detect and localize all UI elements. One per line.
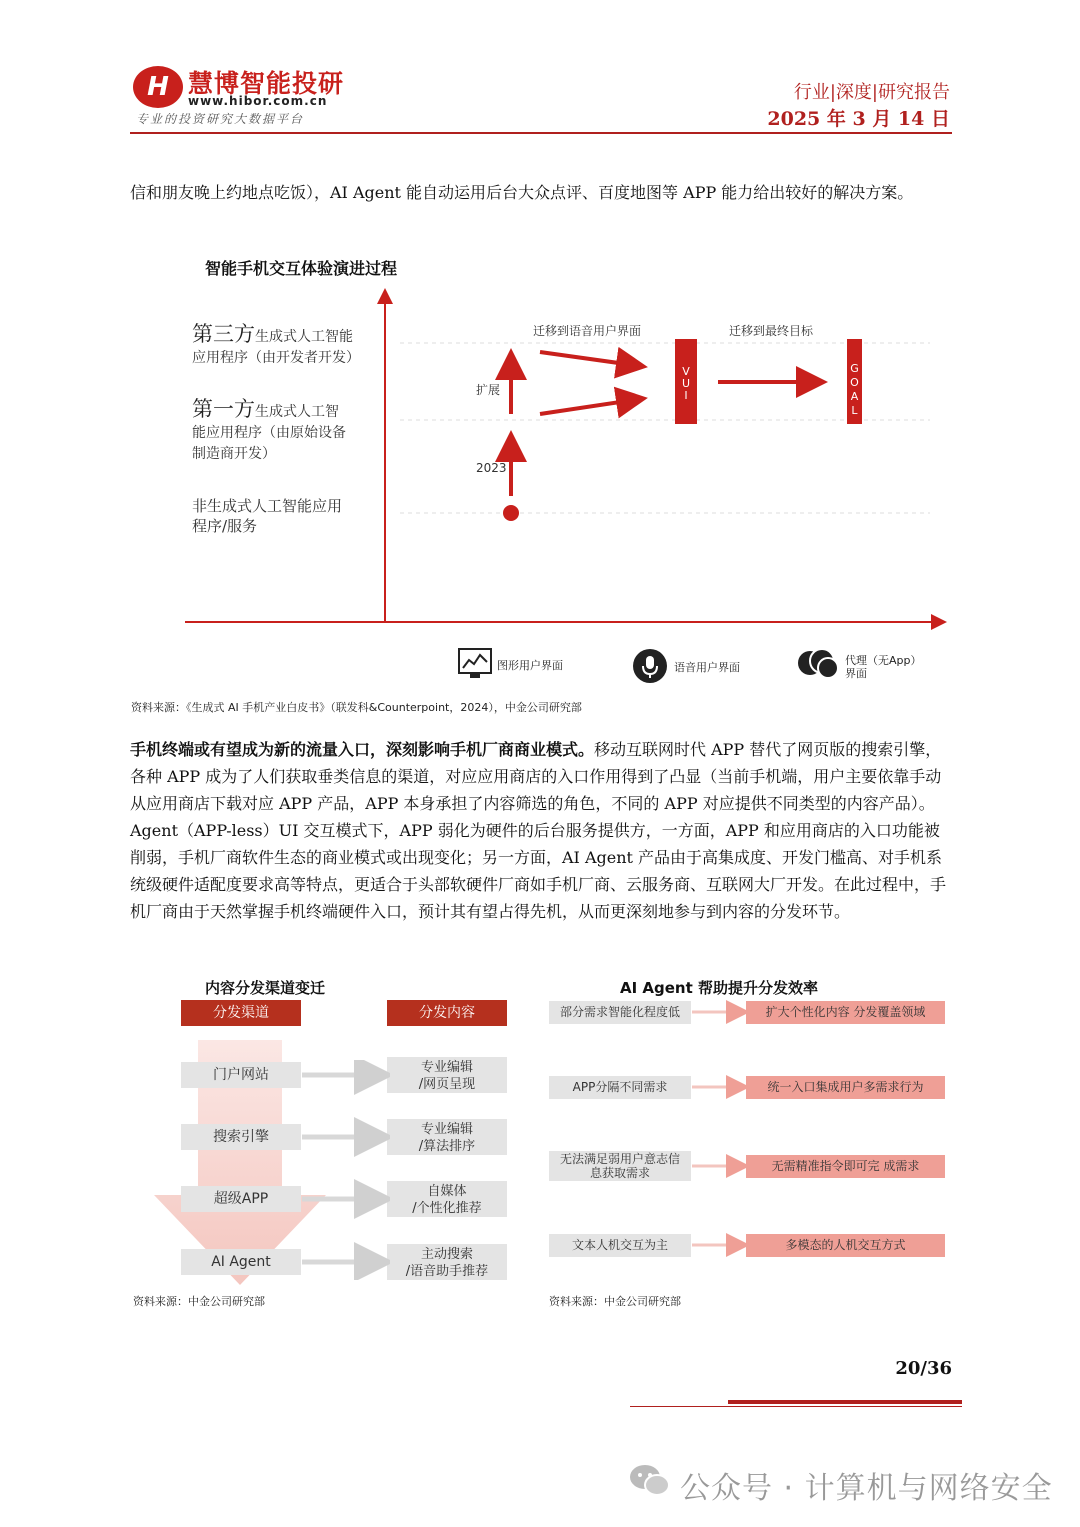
figure3-connectors bbox=[690, 1000, 750, 1260]
paragraph-2-body: 移动互联网时代 APP 替代了网页版的搜索引擎，各种 APP 成为了人们获取垂类信息的渠道，对应应用商店的入口作用得到了凸显（当前手机端，用户主要依靠手动从应用商店下载对应 APP 产品，APP 本身承担了内容筛选的角色，不同的 APP 对应提供不同类型的内容产品）。Agent（APP-less）UI 交互模式下，APP 弱化为硬件的后台服务提供方，一方面，APP 和应用商店的入口功能被削弱，手机厂商软件生态的商业模式或出现变化；另一方面，AI Agent 产品由于高集成度、开发门槛高、对手机系统级硬件适配度要求高等特点，更适合于头部软硬件厂商如手机厂商、云服务商、互联网大厂开发。在此过程中，手机厂商由于天然掌握手机终端硬件入口，预计其有望占得先机，从而更深刻地参与到内容的分发环节。 bbox=[130, 740, 947, 921]
solution-expand-personalized: 扩大个性化内容 分发覆盖领域 bbox=[746, 1001, 945, 1024]
vui-letters: V U I bbox=[681, 365, 691, 402]
goal-letters: G O A L bbox=[850, 362, 859, 417]
microphone-icon bbox=[632, 648, 668, 684]
watermark: 公众号 · 计算机与网络安全 bbox=[680, 1471, 1053, 1506]
problem-low-intelligence: 部分需求智能化程度低 bbox=[549, 1001, 691, 1024]
footer-rule-thick bbox=[728, 1400, 962, 1404]
logo-url: www.hibor.com.cn bbox=[188, 94, 328, 108]
legend-agent-label: 代理（无App） 界面 bbox=[845, 654, 922, 680]
channel-search: 搜索引擎 bbox=[181, 1124, 301, 1150]
monitor-chart-icon bbox=[458, 648, 492, 680]
solution-multimodal: 多模态的人机交互方式 bbox=[746, 1234, 945, 1257]
content-super-app: 自媒体 /个性化推荐 bbox=[387, 1181, 507, 1217]
footer-rule-thin bbox=[630, 1406, 962, 1407]
solution-unified-entry: 统一入口集成用户多需求行为 bbox=[746, 1076, 945, 1099]
problem-weak-intent: 无法满足弱用户意志信 息获取需求 bbox=[549, 1151, 691, 1181]
figure1-title: 智能手机交互体验演进过程 bbox=[205, 259, 398, 278]
channel-super-app: 超级APP bbox=[181, 1186, 301, 1212]
col-content-header: 分发内容 bbox=[387, 1000, 507, 1026]
content-portal: 专业编辑 /网页呈现 bbox=[387, 1057, 507, 1093]
arrow-to-vui-upper bbox=[540, 352, 640, 366]
figure3-source: 资料来源：中金公司研究部 bbox=[549, 1295, 681, 1308]
channel-portal: 门户网站 bbox=[181, 1062, 301, 1088]
report-type: 行业|深度|研究报告 bbox=[793, 82, 950, 103]
figure2-title: 内容分发渠道变迁 bbox=[205, 979, 326, 997]
logo-name: 慧博智能投研 bbox=[188, 69, 345, 98]
legend-vui-label: 语音用户界面 bbox=[674, 661, 740, 674]
level-third-party: 第三方生成式人工智能 应用程序（由开发者开发） bbox=[192, 322, 360, 366]
page-number: 20/36 bbox=[895, 1358, 952, 1379]
report-date: 2025 年 3 月 14 日 bbox=[767, 108, 950, 130]
figure2-connectors bbox=[300, 1060, 390, 1280]
solution-no-precise-command: 无需精准指令即可完 成需求 bbox=[746, 1155, 945, 1178]
logo-mark: H bbox=[133, 66, 183, 108]
problem-app-separation: APP分隔不同需求 bbox=[549, 1076, 691, 1099]
label-2023: 2023 bbox=[476, 461, 507, 475]
logo-slogan: 专业的投资研究大数据平台 bbox=[136, 112, 305, 126]
problem-text-interaction: 文本人机交互为主 bbox=[549, 1234, 691, 1257]
paragraph-2-lead: 手机终端或有望成为新的流量入口，深刻影响手机厂商商业模式。 bbox=[130, 740, 595, 759]
content-ai-agent: 主动搜索 /语音助手推荐 bbox=[387, 1244, 507, 1280]
label-goal-shift: 迁移到最终目标 bbox=[729, 324, 814, 338]
arrow-to-vui-lower bbox=[540, 399, 640, 414]
content-search: 专业编辑 /算法排序 bbox=[387, 1119, 507, 1155]
col-channel-header: 分发渠道 bbox=[181, 1000, 301, 1026]
figure3-title: AI Agent 帮助提升分发效率 bbox=[620, 979, 819, 997]
label-expand: 扩展 bbox=[476, 383, 501, 397]
level-non-generative: 非生成式人工智能应用 程序/服务 bbox=[192, 497, 343, 535]
channel-ai-agent: AI Agent bbox=[181, 1249, 301, 1275]
paragraph-2 bbox=[130, 736, 952, 925]
legend-gui-label: 图形用户界面 bbox=[497, 659, 563, 672]
start-dot bbox=[503, 505, 519, 521]
label-vui-shift: 迁移到语音用户界面 bbox=[533, 324, 642, 338]
figure2-source: 资料来源：中金公司研究部 bbox=[133, 1295, 265, 1308]
agent-heads-icon bbox=[796, 646, 840, 684]
paragraph-1: 信和朋友晚上约地点吃饭），AI Agent 能自动运用后台大众点评、百度地图等 APP 能力给出较好的解决方案。 bbox=[130, 183, 914, 202]
figure1-source: 资料来源：《生成式 AI 手机产业白皮书》（联发科&Counterpoint，2024），中金公司研究部 bbox=[131, 701, 582, 714]
level-first-party: 第一方生成式人工智 能应用程序（由原始设备 制造商开发） bbox=[192, 397, 346, 462]
figure1-graphic bbox=[0, 0, 1080, 720]
wechat-icon bbox=[628, 1462, 672, 1498]
